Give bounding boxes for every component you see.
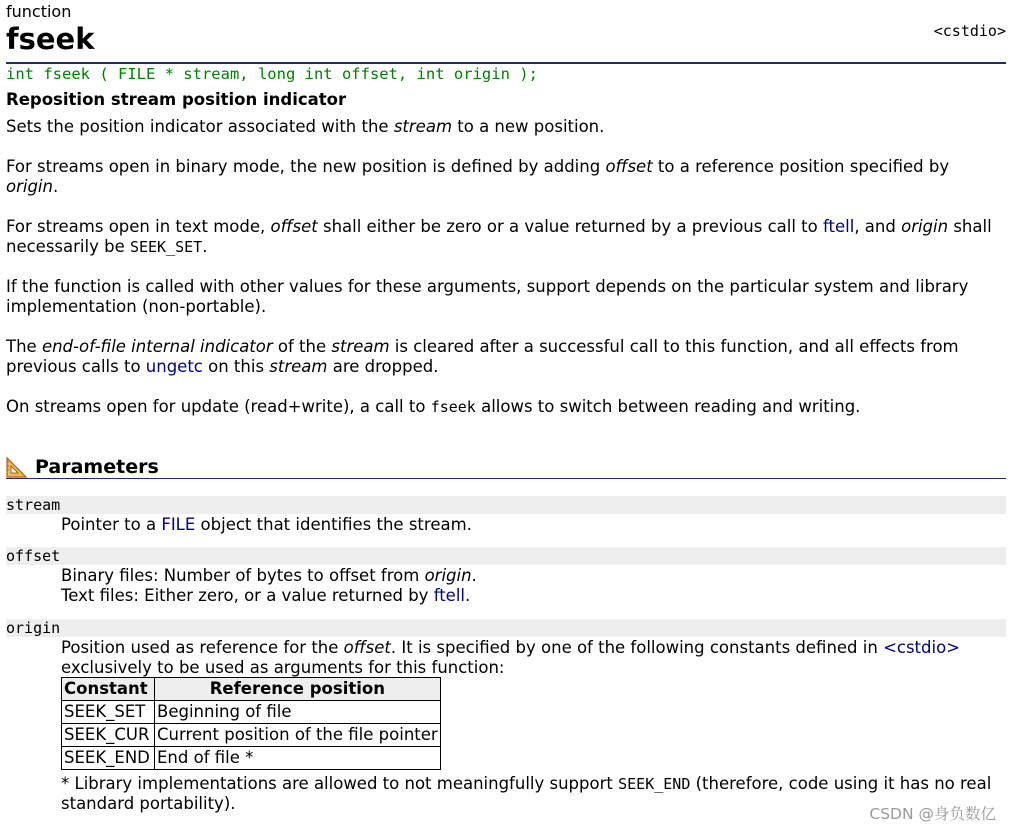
table-cell-reference: End of file * [155,747,441,770]
description-paragraph-4: If the function is called with other values for these arguments, support depends on the particular system and library implementation (non-portable). [6,277,969,316]
description-paragraph-6: On streams open for update (read+write), a call to fseek allows to switch between reading and writing. [6,397,861,416]
param-term-offset: offset [6,547,1006,565]
table-header-row [62,678,441,701]
offset-binary-line: Binary files: Number of bytes to offset from origin. [61,566,477,585]
description-paragraph-3: For streams open in text mode, offset shall either be zero or a value returned by a previous call to ftell, and origin shall necessarily be SEEK_SET. [6,217,992,256]
param-term-origin: origin [6,619,1006,637]
description-paragraph-5: The end-of-file internal indicator of the stream is cleared after a successful call to this function, and all effects from previous calls to ungetc on this stream are dropped. [6,337,959,376]
param-desc-offset [61,566,1006,606]
table-header-constant: Constant [62,678,155,701]
file-link[interactable]: FILE [161,515,196,534]
ungetc-link[interactable]: ungetc [145,357,203,376]
parameters-section-header [6,455,159,479]
parameters-divider [6,478,1006,479]
table-row [62,747,441,770]
cstdio-link[interactable]: <cstdio> [883,638,961,657]
table-row [62,724,441,747]
ftell-link-2[interactable]: ftell [433,586,465,605]
description-paragraph-1: Sets the position indicator associated with the stream to a new position. [6,117,605,136]
seek-end-footnote: * Library implementations are allowed to not meaningfully support SEEK_END (therefore, code using it has no real standard portability). [61,774,992,813]
parameters-title: Parameters [35,456,159,478]
set-square-icon [6,456,28,478]
function-title: fseek [6,22,95,56]
table-header-reference: Reference position [155,678,441,701]
table-row [62,701,441,724]
entity-type-label: function [6,2,72,21]
offset-text-line: Text files: Either zero, or a value returned by ftell. [61,586,471,605]
ftell-link[interactable]: ftell [823,217,855,236]
function-summary: Reposition stream position indicator [6,90,347,109]
table-cell-constant: SEEK_CUR [62,724,155,747]
table-cell-constant: SEEK_SET [62,701,155,724]
function-prototype: int fseek ( FILE * stream, long int offset, int origin ); [6,65,538,83]
table-cell-reference: Beginning of file [155,701,441,724]
origin-constants-table [61,677,441,770]
table-cell-constant: SEEK_END [62,747,155,770]
description-paragraph-2: For streams open in binary mode, the new position is defined by adding offset to a reference position specified by origin. [6,157,950,196]
header-library-link[interactable]: <cstdio> [933,22,1006,40]
param-desc-origin: Position used as reference for the offset. It is specified by one of the following constants defined in <cstdio> exclusively to be used as arguments for this function: [61,638,961,677]
param-term-stream: stream [6,496,1006,514]
csdn-watermark: CSDN @身负数亿 [869,805,996,823]
table-cell-reference: Current position of the file pointer [155,724,441,747]
param-desc-stream: Pointer to a FILE object that identifies the stream. [61,515,472,534]
